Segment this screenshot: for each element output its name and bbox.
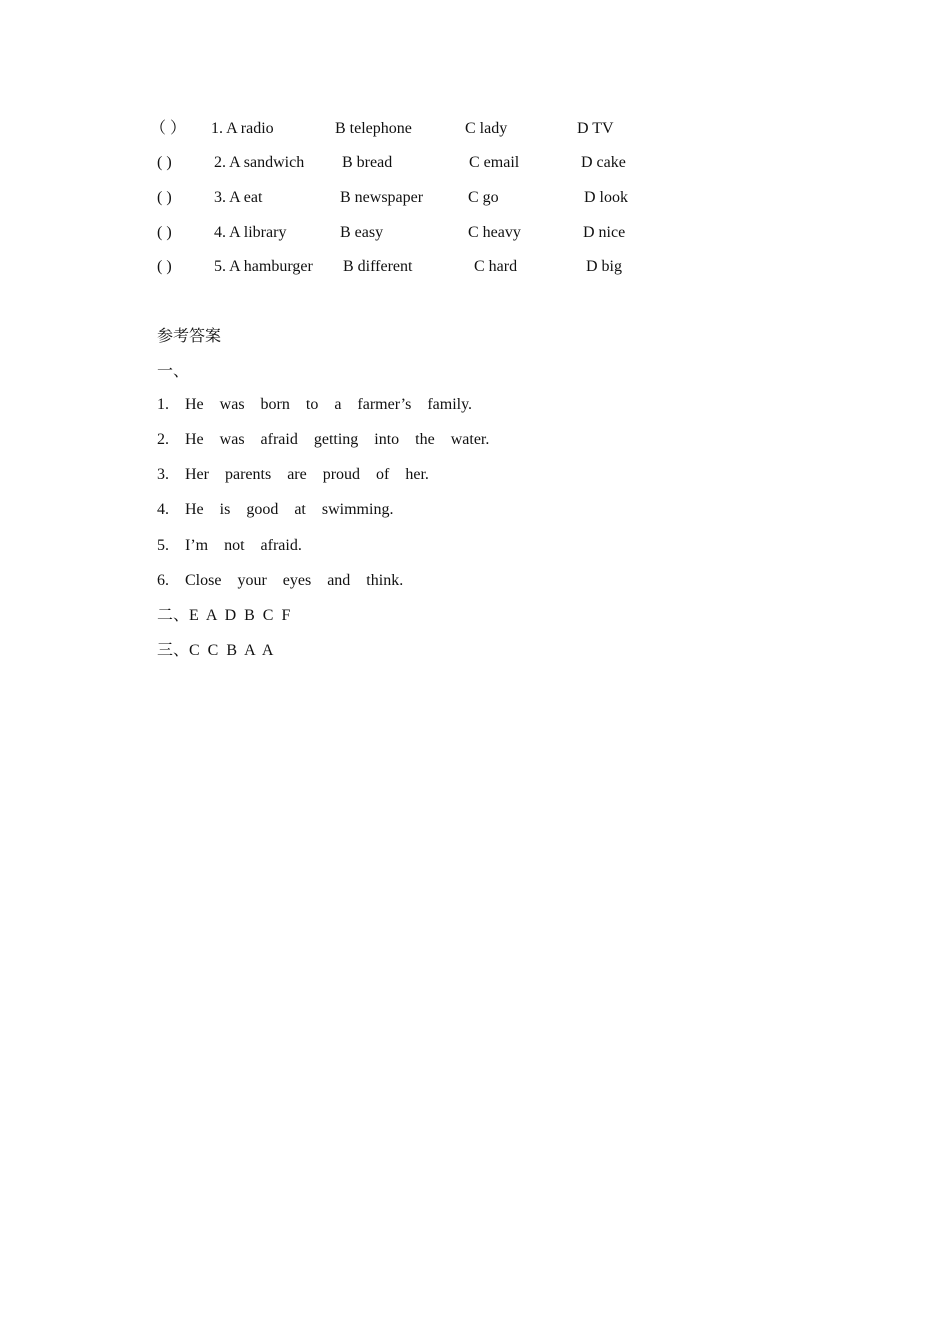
answer-blank: ( )	[157, 224, 172, 241]
option-b: B newspaper	[340, 189, 424, 206]
option-b: B easy	[340, 224, 384, 241]
answer-blank: （ ）	[150, 120, 187, 137]
option-a: 3. A eat	[214, 189, 263, 206]
option-d: D nice	[583, 224, 626, 241]
option-b: B different	[343, 258, 413, 275]
section-1-item: 2. He was afraid getting into the water.	[157, 431, 490, 448]
option-b: B bread	[342, 154, 393, 171]
option-c: C email	[469, 154, 520, 171]
section-1-label: 一、	[157, 363, 190, 380]
section-3-answers: 三、C C B A A	[157, 642, 274, 659]
answer-blank: ( )	[157, 154, 172, 171]
section-1-item: 3. Her parents are proud of her.	[157, 466, 429, 483]
answer-key-heading: 参考答案	[157, 328, 222, 345]
answer-blank: ( )	[157, 258, 172, 275]
option-b: B telephone	[335, 120, 412, 137]
option-c: C go	[468, 189, 499, 206]
option-d: D big	[586, 258, 622, 275]
section-1-item: 4. He is good at swimming.	[157, 501, 394, 518]
option-c: C hard	[474, 258, 518, 275]
section-1-item: 1. He was born to a farmer’s family.	[157, 396, 473, 413]
option-a: 4. A library	[214, 224, 287, 241]
option-d: D look	[584, 189, 628, 206]
option-c: C lady	[465, 120, 508, 137]
option-d: D cake	[581, 154, 626, 171]
option-a: 1. A radio	[211, 120, 274, 137]
option-c: C heavy	[468, 224, 521, 241]
option-a: 5. A hamburger	[214, 258, 313, 275]
option-d: D TV	[577, 120, 614, 137]
section-2-answers: 二、E A D B C F	[157, 607, 291, 624]
option-a: 2. A sandwich	[214, 154, 305, 171]
section-1-item: 5. I’m not afraid.	[157, 537, 302, 554]
answer-blank: ( )	[157, 189, 172, 206]
section-1-item: 6. Close your eyes and think.	[157, 572, 404, 589]
